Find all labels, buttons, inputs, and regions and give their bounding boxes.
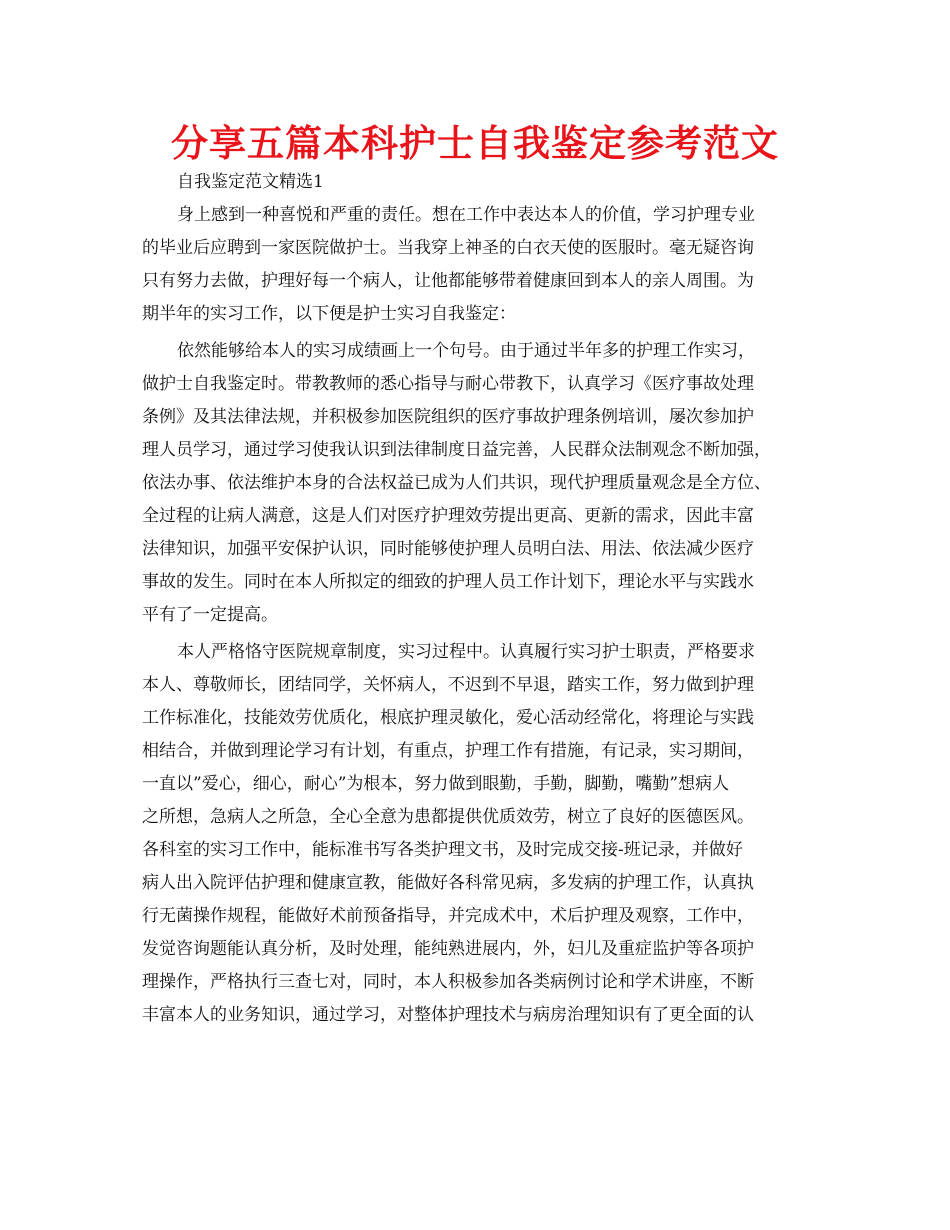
paragraph-line: 行无菌操作规程，能做好术前预备指导，并完成术中，术后护理及观察，工作中， bbox=[142, 906, 754, 926]
paragraph-line: 一直以”爱心，细心，耐心”为根本，努力做到眼勤，手勤，脚勤，嘴勤”想病人 bbox=[142, 774, 730, 794]
paragraph-line: 期半年的实习工作，以下便是护士实习自我鉴定： bbox=[142, 304, 516, 324]
document-title: 分享五篇本科护士自我鉴定参考范文 bbox=[171, 122, 779, 165]
paragraph-2 bbox=[142, 335, 810, 632]
paragraph-line: 条例》及其法律法规，并积极参加医院组织的医疗事故护理条例培训，屡次参加护 bbox=[142, 407, 754, 427]
paragraph-line: 身上感到一种喜悦和严重的责任。想在工作中表达本人的价值，学习护理专业 bbox=[177, 205, 755, 225]
paragraph-line: 全过程的让病人满意，这是人们对医疗护理效劳提出更高、更新的需求，因此丰富 bbox=[142, 506, 754, 526]
paragraph-line: 事故的发生。同时在本人所拟定的细致的护理人员工作计划下，理论水平与实践水 bbox=[142, 572, 754, 592]
paragraph-line: 理人员学习，通过学习使我认识到法律制度日益完善，人民群众法制观念不断加强， bbox=[142, 440, 771, 460]
paragraph-line: 发觉咨询题能认真分析，及时处理，能纯熟进展内，外，妇儿及重症监护等各项护 bbox=[142, 939, 754, 959]
paragraph-line: 依法办事、依法维护本身的合法权益已成为人们共识，现代护理质量观念是全方位、 bbox=[142, 473, 771, 493]
paragraph-line: 法律知识，加强平安保护认识，同时能够使护理人员明白法、用法、依法减少医疗 bbox=[142, 539, 754, 559]
paragraph-line: 本人、尊敬师长，团结同学，关怀病人，不迟到不早退，踏实工作，努力做到护理 bbox=[142, 675, 754, 695]
document-subtitle: 自我鉴定范文精选1 bbox=[177, 172, 324, 192]
paragraph-line: 各科室的实习工作中，能标准书写各类护理文书，及时完成交接-班记录，并做好 bbox=[142, 840, 743, 860]
paragraph-line: 工作标准化，技能效劳优质化，根底护理灵敏化，爱心活动经常化，将理论与实践 bbox=[142, 708, 754, 728]
paragraph-line: 之所想，急病人之所急，全心全意为患都提供优质效劳，树立了良好的医德医风。 bbox=[142, 807, 754, 827]
document-body bbox=[142, 199, 810, 1036]
paragraph-line: 相结合，并做到理论学习有计划，有重点，护理工作有措施，有记录，实习期间， bbox=[142, 741, 754, 761]
paragraph-line: 理操作，严格执行三查七对，同时，本人积极参加各类病例讨论和学术讲座，不断 bbox=[142, 972, 754, 992]
paragraph-line: 丰富本人的业务知识，通过学习，对整体护理技术与病房治理知识有了更全面的认 bbox=[142, 1005, 754, 1025]
paragraph-line: 做护士自我鉴定时。带教教师的悉心指导与耐心带教下，认真学习《医疗事故处理 bbox=[142, 374, 754, 394]
paragraph-line: 本人严格恪守医院规章制度，实习过程中。认真履行实习护士职责，严格要求 bbox=[177, 642, 755, 662]
paragraph-line: 依然能够给本人的实习成绩画上一个句号。由于通过半年多的护理工作实习， bbox=[177, 341, 755, 361]
paragraph-line: 病人出入院评估护理和健康宣教，能做好各科常见病，多发病的护理工作，认真执 bbox=[142, 873, 754, 893]
paragraph-line: 的毕业后应聘到一家医院做护士。当我穿上神圣的白衣天使的医服时。毫无疑咨询 bbox=[142, 238, 754, 258]
paragraph-1 bbox=[142, 199, 810, 331]
paragraph-line: 只有努力去做，护理好每一个病人，让他都能够带着健康回到本人的亲人周围。为 bbox=[142, 271, 754, 291]
paragraph-line: 平有了一定提高。 bbox=[142, 605, 278, 625]
paragraph-3 bbox=[142, 636, 810, 1032]
